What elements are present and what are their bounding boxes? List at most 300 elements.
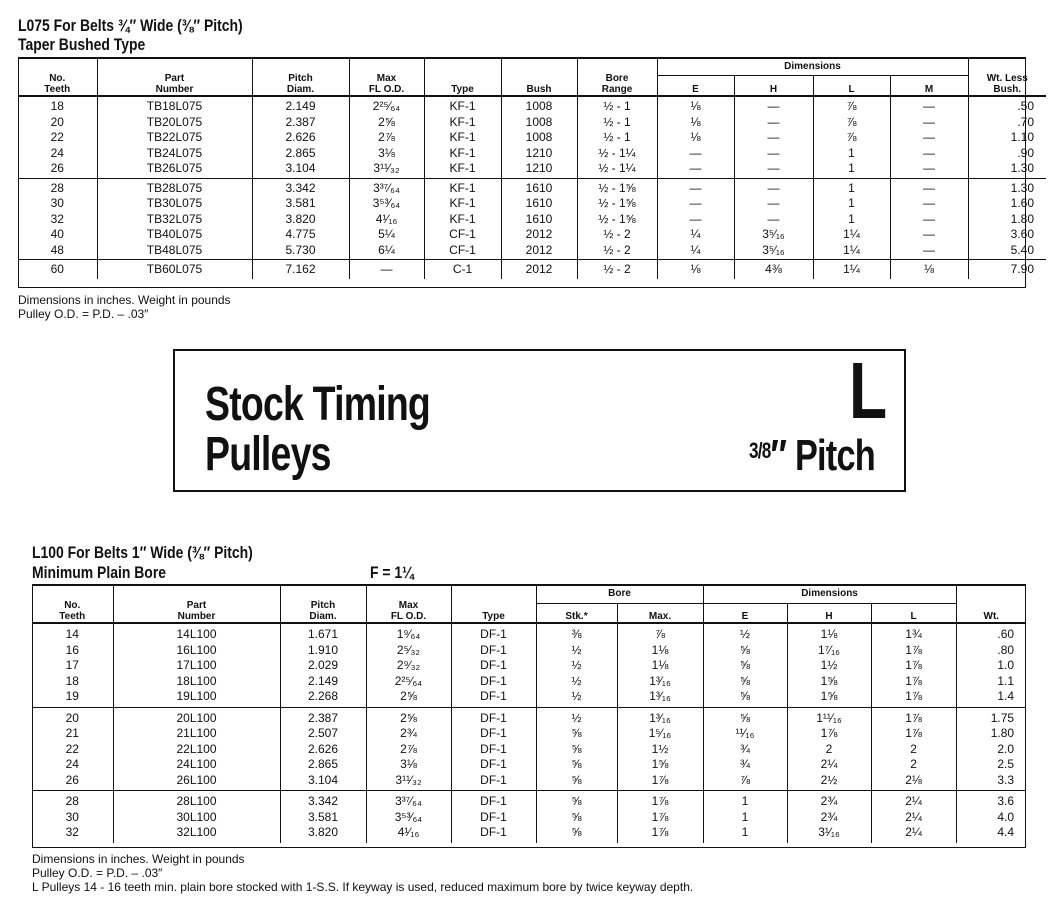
cell-value: ½ - 2 — [603, 242, 631, 257]
cell-value: 2 — [910, 757, 917, 771]
banner-pitch-fraction: 3/8 — [749, 438, 771, 463]
cell-value: C-1 — [452, 262, 473, 276]
cell-value: 4¹⁄₁₆ — [375, 211, 398, 226]
cell-value: ⅞ — [655, 627, 666, 641]
cell-pitch — [252, 96, 349, 178]
cell-value: 1 — [848, 180, 855, 195]
cell-teeth — [32, 707, 113, 791]
cell-value: 1⁷⁄₁₆ — [818, 642, 840, 657]
cell-bush — [501, 96, 577, 178]
cell-value: .70 — [1017, 114, 1034, 129]
cell-h — [787, 623, 871, 707]
cell-value: 5.730 — [285, 242, 316, 257]
cell-teeth — [18, 260, 97, 279]
cell-wt — [956, 623, 1026, 707]
cell-value: 2¼ — [905, 794, 922, 808]
cell-max — [366, 623, 451, 707]
cell-value: 2⅛ — [905, 772, 922, 787]
cell-value: — — [923, 242, 935, 257]
cell-value: 1.1 — [997, 673, 1015, 688]
cell-l — [871, 623, 956, 707]
cell-value: 3⁵³⁄₆₄ — [372, 196, 401, 210]
row-group — [18, 96, 1046, 178]
cell-value: ½ - 1⅝ — [598, 196, 636, 210]
col-header-type: Type — [424, 58, 501, 96]
cell-value: 1.0 — [997, 658, 1015, 672]
cell-value: 7.90 — [1010, 262, 1034, 276]
cell-value: 2.5 — [997, 757, 1015, 771]
cell-value: 1⅞ — [651, 772, 669, 787]
cell-pitch — [252, 260, 349, 279]
cell-value: 2.865 — [285, 145, 316, 160]
cell-value: 3⅛ — [400, 757, 417, 771]
cell-value: 1.671 — [307, 627, 339, 641]
cell-value: 1⅝ — [820, 689, 838, 703]
cell-value: 1610 — [525, 180, 553, 195]
cell-value: 2⅞ — [378, 130, 395, 144]
cell-value: 1 — [741, 825, 749, 839]
cell-value: CF-1 — [449, 227, 476, 241]
cell-value: 3.820 — [307, 825, 339, 839]
cell-value: 1¼ — [843, 227, 860, 241]
cell-part — [113, 707, 280, 791]
cell-value: KF-1 — [449, 161, 476, 175]
cell-value: 1210 — [525, 161, 553, 175]
l100-title: L100 For Belts 1″ Wide (⅜″ Pitch) — [32, 543, 253, 562]
cell-value: ¾ — [740, 741, 751, 756]
cell-value: 2¾ — [820, 809, 838, 824]
cell-value: 1 — [741, 794, 749, 808]
cell-l — [871, 791, 956, 843]
col-header-m: M — [890, 75, 968, 96]
cell-value: TB60L075 — [146, 262, 203, 276]
col-header-teeth: No. Teeth — [18, 58, 97, 96]
cell-teeth — [18, 96, 97, 178]
cell-value: 5¼ — [378, 227, 395, 241]
cell-value: TB18L075 — [146, 99, 203, 113]
cell-value: 26 — [50, 161, 64, 175]
cell-value: 1½ — [651, 741, 669, 756]
cell-value: ⅛ — [690, 114, 701, 129]
col-header-pitch: Pitch Diam. — [280, 585, 366, 623]
cell-value: KF-1 — [449, 114, 476, 129]
cell-teeth — [32, 791, 113, 843]
cell-value: 48 — [50, 242, 64, 257]
cell-value: 3.820 — [285, 211, 316, 226]
cell-value: KF-1 — [449, 211, 476, 226]
cell-value: 1⅞ — [651, 825, 669, 839]
l075-title: L075 For Belts ¾″ Wide (⅜″ Pitch) — [18, 16, 243, 35]
cell-value: — — [767, 161, 780, 175]
col-header-dimensions: Dimensions — [703, 585, 956, 603]
cell-value: 1 — [741, 809, 749, 824]
cell-value: ½ - 2 — [603, 227, 631, 241]
cell-e — [657, 260, 734, 279]
col-header-max-bore: Max. — [617, 603, 703, 623]
cell-value: 1.80 — [1010, 211, 1034, 226]
cell-value: 2.507 — [307, 726, 339, 740]
cell-part — [113, 623, 280, 707]
cell-value: DF-1 — [480, 658, 507, 672]
cell-value: — — [923, 130, 935, 144]
cell-bush — [501, 178, 577, 260]
cell-value: TB22L075 — [146, 130, 203, 144]
cell-value: 1⅞ — [905, 673, 922, 688]
cell-value: 2.626 — [285, 130, 316, 144]
cell-e — [703, 707, 787, 791]
cell-bush — [501, 260, 577, 279]
cell-value: KF-1 — [449, 99, 476, 113]
cell-value: 14 — [65, 627, 79, 641]
cell-value: 2.387 — [307, 710, 339, 725]
cell-value: ½ - 1 — [603, 130, 631, 144]
cell-value: — — [380, 262, 393, 276]
cell-value: 1³⁄₁₆ — [649, 673, 671, 688]
cell-value: 1¼ — [843, 262, 860, 276]
cell-value: 32 — [50, 211, 64, 226]
cell-value: ⅝ — [740, 710, 751, 725]
cell-value: ⅝ — [571, 741, 582, 756]
cell-value: 4⅜ — [765, 262, 782, 276]
cell-part — [97, 96, 252, 178]
l100-face-width: F = 1¼ — [370, 563, 414, 582]
cell-value: 2⅝ — [400, 710, 417, 725]
cell-value: DF-1 — [480, 794, 507, 808]
cell-h — [734, 178, 813, 260]
cell-value: 2¼ — [905, 809, 922, 824]
cell-value: 1⁵⁄₁₆ — [648, 726, 672, 740]
cell-value: 1³⁄₁₆ — [649, 689, 671, 703]
cell-value: KF-1 — [449, 180, 476, 195]
cell-value: 2012 — [525, 227, 553, 241]
cell-value: 2012 — [525, 242, 553, 257]
cell-value: 1⅞ — [820, 726, 838, 740]
cell-value: 3.581 — [285, 196, 316, 210]
cell-value: 28L100 — [176, 794, 217, 808]
banner-line-2: Pulleys — [205, 428, 331, 481]
cell-value: 1⅞ — [905, 726, 922, 740]
cell-value: 1610 — [525, 211, 553, 226]
cell-value: .50 — [1017, 99, 1034, 113]
cell-value: — — [767, 99, 780, 113]
cell-value: DF-1 — [480, 726, 507, 740]
cell-value: 1⅝ — [820, 673, 838, 688]
cell-value: 5.40 — [1010, 242, 1034, 257]
row-group — [18, 260, 1046, 279]
cell-value: 3³⁷⁄₆₄ — [395, 794, 422, 808]
section-banner — [173, 346, 906, 492]
cell-value: 1⅝ — [651, 757, 669, 771]
cell-value: 20 — [65, 710, 79, 725]
l075-subtitle: Taper Bushed Type — [18, 35, 146, 54]
cell-value: ⅛ — [690, 130, 701, 144]
cell-type — [424, 260, 501, 279]
cell-value: ½ — [571, 673, 582, 688]
cell-value: 2½ — [820, 772, 838, 787]
cell-value: 2.149 — [307, 673, 339, 688]
cell-value: 20 — [50, 114, 64, 129]
cell-value: 24 — [50, 145, 64, 160]
cell-e — [703, 623, 787, 707]
row-group — [32, 707, 1026, 791]
cell-value: 18 — [65, 673, 79, 688]
cell-max — [349, 96, 424, 178]
cell-value: 1¹¹⁄₁₆ — [816, 710, 842, 725]
cell-value: ⅝ — [740, 673, 751, 688]
col-header-bore: Bore — [536, 585, 703, 603]
cell-value: 1.30 — [1010, 180, 1034, 195]
cell-value: 1008 — [525, 99, 553, 113]
cell-value: 1210 — [525, 145, 553, 160]
cell-h — [787, 791, 871, 843]
cell-value: ⅞ — [846, 99, 857, 113]
cell-value: 1 — [848, 145, 855, 160]
cell-value: 2.626 — [307, 741, 339, 756]
cell-value: ¼ — [690, 242, 701, 257]
cell-value: 3.60 — [1010, 227, 1034, 241]
cell-value: 1⅞ — [651, 809, 669, 824]
cell-value: TB20L075 — [146, 114, 203, 129]
col-header-max: Max FL O.D. — [349, 58, 424, 96]
cell-value: DF-1 — [480, 673, 507, 688]
cell-value: 21 — [65, 726, 79, 740]
cell-value: 1½ — [820, 658, 838, 672]
cell-value: 1 — [848, 211, 855, 226]
cell-value: 1008 — [525, 130, 553, 144]
cell-value: 2⁹⁄₃₂ — [396, 658, 421, 672]
cell-maxbore — [617, 707, 703, 791]
l100-note-2: Pulley O.D. = P.D. – .03″ — [32, 866, 163, 880]
cell-value: 4¹⁄₁₆ — [397, 825, 420, 839]
cell-value: TB30L075 — [146, 196, 203, 210]
cell-value: 1.60 — [1010, 196, 1034, 210]
cell-value: ⅛ — [690, 262, 701, 276]
cell-value: — — [923, 211, 935, 226]
col-header-h: H — [734, 75, 813, 96]
cell-teeth — [32, 623, 113, 707]
cell-value: 2.149 — [285, 99, 316, 113]
cell-value: ½ - 1¼ — [598, 161, 636, 175]
col-header-bore: Bore Range — [577, 58, 657, 96]
cell-pitch — [252, 178, 349, 260]
cell-value: ½ - 1¼ — [598, 145, 636, 160]
cell-value: TB32L075 — [146, 211, 203, 226]
cell-value: 2²⁵⁄₆₄ — [394, 673, 423, 688]
cell-value: 30 — [50, 196, 64, 210]
cell-value: 1¾ — [905, 627, 922, 641]
cell-value: DF-1 — [480, 772, 507, 787]
cell-value: — — [923, 180, 935, 195]
col-header-e: E — [657, 75, 734, 96]
cell-value: 2⅝ — [400, 689, 417, 703]
cell-value: 2.0 — [997, 741, 1015, 756]
cell-value: 1⅛ — [651, 642, 669, 657]
cell-value: 1.10 — [1010, 130, 1034, 144]
cell-value: — — [923, 145, 935, 160]
cell-value: 1³⁄₁₆ — [649, 710, 671, 725]
cell-value: 3.6 — [997, 794, 1015, 808]
l075-note-1: Dimensions in inches. Weight in pounds — [18, 293, 231, 307]
col-header-weight: Wt. — [956, 585, 1026, 623]
cell-value: 3⁵³⁄₆₄ — [394, 809, 423, 824]
cell-maxbore — [617, 623, 703, 707]
cell-value: 6¼ — [378, 242, 395, 257]
cell-value: DF-1 — [480, 825, 507, 839]
cell-maxbore — [617, 791, 703, 843]
cell-value: ⅝ — [571, 809, 582, 824]
cell-h — [787, 707, 871, 791]
cell-value: 21L100 — [176, 726, 217, 740]
cell-value: 3.104 — [307, 772, 339, 787]
cell-value: 2²⁵⁄₆₄ — [372, 99, 401, 113]
cell-value: 2⅞ — [400, 741, 417, 756]
cell-value: 2⁵⁄₃₂ — [396, 642, 421, 657]
banner-letter: L — [849, 346, 887, 435]
cell-value: ½ — [740, 627, 751, 641]
l100-subtitle: Minimum Plain Bore — [32, 563, 167, 582]
col-header-h: H — [787, 603, 871, 623]
cell-value: 1.4 — [997, 689, 1015, 703]
cell-value: 24 — [65, 757, 79, 771]
cell-value: ⅝ — [571, 726, 582, 740]
cell-value: TB26L075 — [146, 161, 203, 175]
cell-value: — — [923, 196, 935, 210]
cell-value: 1¼ — [843, 242, 860, 257]
cell-value: TB28L075 — [146, 180, 203, 195]
banner-pitch — [749, 431, 875, 481]
cell-value: — — [689, 196, 702, 210]
cell-value: 1⅛ — [651, 658, 669, 672]
cell-value: — — [767, 130, 780, 144]
cell-value: 3.342 — [285, 180, 316, 195]
cell-value: 2⅝ — [378, 114, 395, 129]
cell-value: TB40L075 — [146, 227, 203, 241]
cell-wt — [956, 707, 1026, 791]
cell-value: — — [767, 211, 780, 226]
cell-max — [366, 707, 451, 791]
cell-pitch — [280, 623, 366, 707]
cell-value: 16L100 — [176, 642, 217, 657]
cell-value: DF-1 — [480, 642, 507, 657]
cell-value: ⅝ — [571, 757, 582, 771]
cell-teeth — [18, 178, 97, 260]
cell-value: — — [923, 227, 935, 241]
cell-value: ½ — [571, 658, 582, 672]
cell-max — [349, 260, 424, 279]
cell-value: 2.387 — [285, 114, 316, 129]
cell-value: 28 — [65, 794, 79, 808]
cell-value: — — [923, 114, 935, 129]
col-header-max: Max FL O.D. — [366, 585, 451, 623]
cell-value: 1 — [848, 161, 855, 175]
cell-value: TB48L075 — [146, 242, 203, 257]
cell-value: ⅛ — [923, 262, 934, 276]
cell-value: ⅝ — [571, 772, 582, 787]
cell-value: 1610 — [525, 196, 553, 210]
cell-value: — — [689, 145, 702, 160]
cell-value: ¼ — [690, 227, 701, 241]
cell-value: ⅝ — [740, 658, 751, 672]
cell-e — [657, 96, 734, 178]
cell-value: .60 — [997, 627, 1015, 641]
cell-value: 1.75 — [990, 710, 1015, 725]
cell-value: 1008 — [525, 114, 553, 129]
cell-value: 2¼ — [820, 757, 838, 771]
cell-value: 3¹¹⁄₃₂ — [395, 772, 422, 787]
cell-value: 26L100 — [176, 772, 217, 787]
cell-type — [424, 178, 501, 260]
cell-value: 7.162 — [285, 262, 316, 276]
cell-wt — [968, 260, 1046, 279]
cell-value: ⅝ — [571, 825, 582, 839]
cell-value: DF-1 — [480, 757, 507, 771]
cell-value: ½ — [571, 710, 582, 725]
cell-value: 22 — [65, 741, 79, 756]
row-group — [32, 791, 1026, 843]
col-header-l: L — [813, 75, 890, 96]
l075-table — [18, 58, 1046, 279]
col-header-teeth: No. Teeth — [32, 585, 113, 623]
cell-l — [871, 707, 956, 791]
cell-value: ⅜ — [571, 627, 582, 641]
cell-value: DF-1 — [480, 689, 507, 703]
cell-value: 40 — [50, 227, 64, 241]
banner-line-1: Stock Timing — [205, 378, 431, 431]
cell-value: KF-1 — [449, 196, 476, 210]
cell-value: 32 — [65, 825, 79, 839]
cell-value: .90 — [1017, 145, 1034, 160]
cell-m — [890, 96, 968, 178]
cell-value: 3.342 — [307, 794, 339, 808]
cell-value: ½ — [571, 689, 582, 703]
cell-value: 3.3 — [997, 772, 1015, 787]
row-group — [32, 623, 1026, 707]
l100-note-3: L Pulleys 14 - 16 teeth min. plain bore stocked with 1-S.S. If keyway is used, reduced maximum bore by twice keyway depth. — [32, 880, 694, 894]
cell-value: KF-1 — [449, 145, 476, 160]
cell-value: DF-1 — [480, 809, 507, 824]
cell-wt — [968, 178, 1046, 260]
cell-value: TB24L075 — [146, 145, 203, 160]
cell-value: ⅝ — [740, 689, 751, 703]
col-header-weight: Wt. Less Bush. — [968, 58, 1046, 96]
cell-value: .80 — [997, 642, 1015, 657]
cell-value: 16 — [65, 642, 79, 657]
cell-value: 18 — [50, 99, 64, 113]
cell-value: ⅝ — [740, 642, 751, 657]
cell-value: ⅞ — [740, 772, 751, 787]
cell-value: ⅞ — [846, 114, 857, 129]
col-header-bush: Bush — [501, 58, 577, 96]
cell-value: 17L100 — [176, 658, 217, 672]
cell-value: 1⅛ — [820, 627, 838, 641]
cell-value: DF-1 — [480, 710, 507, 725]
cell-value: ½ - 1 — [603, 114, 631, 129]
cell-value: 22L100 — [176, 741, 217, 756]
cell-type — [424, 96, 501, 178]
cell-value: 14L100 — [176, 627, 217, 641]
cell-value: 60 — [50, 262, 64, 276]
cell-value: 1.910 — [307, 642, 339, 657]
cell-value: — — [767, 114, 780, 129]
col-header-e: E — [703, 603, 787, 623]
cell-value: 3⅛ — [378, 145, 395, 160]
cell-e — [657, 178, 734, 260]
cell-value: — — [767, 145, 780, 160]
cell-value: 30L100 — [176, 809, 217, 824]
cell-value: 2.268 — [307, 689, 339, 703]
cell-max — [349, 178, 424, 260]
cell-value: ¾ — [740, 757, 751, 771]
